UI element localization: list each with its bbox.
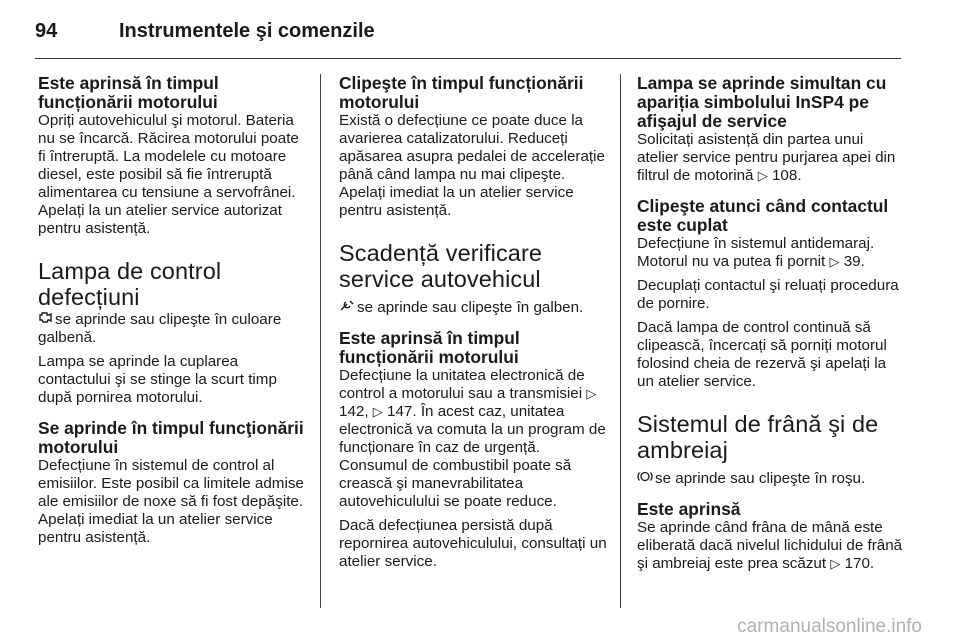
page-number: 94 xyxy=(35,20,58,42)
page-reference-arrow-icon: ▷ xyxy=(757,168,768,183)
paragraph-brake: se aprinde sau clipeşte în roşu. xyxy=(637,469,905,488)
paragraph-engine-on: Opriți autovehiculul şi motorul. Bateria nu se încarcă. Răcirea motorului poate fi întreruptă. La modelele cu motoare diesel, este posibil să fie întreruptă alimentarea cu tensiune a servofrânei. Apelați la un atelier service autorizat pentru asistență. xyxy=(38,112,299,237)
service-wrench-icon xyxy=(339,298,355,316)
chapter-title: Instrumentele şi comenzile xyxy=(119,20,375,42)
brake-warning-icon xyxy=(637,469,653,487)
paragraph-insp4: Solicitați asistență din partea unui atelier service pentru purjarea apei din filtrul de motorină ▷ 108. xyxy=(637,131,896,184)
column-1 xyxy=(38,74,306,547)
paragraph-on-running: Defecțiune la unitatea electronică de control a motorului sau a transmisiei ▷ 142, ▷ 147. În acest caz, unitatea electronică va comuta la un program de funcționare în caz de urgență. Consumul de combustibil poate să crească şi manevrabilitatea autovehiculului se poate reduce. xyxy=(339,367,606,510)
column-divider xyxy=(320,74,321,608)
page-reference-arrow-icon: ▷ xyxy=(830,556,841,571)
watermark: carmanualsonline.info xyxy=(737,616,922,637)
page-header xyxy=(35,14,901,59)
heading-fault-lamp: Lampa de control defecțiuni xyxy=(38,258,222,310)
paragraph-immobilizer: Defecțiune în sistemul antidemaraj. Motorul nu va putea fi pornit ▷ 39. xyxy=(637,235,875,270)
paragraph-service: se aprinde sau clipeşte în galben. xyxy=(339,298,607,317)
page-reference-arrow-icon: ▷ xyxy=(829,254,840,269)
paragraph-lamp-ignition: Lampa se aprinde la cuplarea contactului şi se stinge la scurt timp după pornirea motorului. xyxy=(38,353,277,406)
page-reference-arrow-icon: ▷ xyxy=(586,386,597,401)
page-link[interactable]: 170 xyxy=(844,555,870,572)
paragraph-spare-key: Dacă lampa de control continuă să clipească, încercați să porniți motorul folosind cheia de rezervă şi apelați la un atelier service. xyxy=(637,319,887,390)
page-link[interactable]: 108 xyxy=(771,167,798,184)
heading-lamp-running: Se aprinde în timpul funcţionării motorului xyxy=(38,418,304,457)
heading-brake-clutch: Sistemul de frână şi de ambreiaj xyxy=(637,411,879,463)
paragraph-lamp-intro: se aprinde sau clipeşte în culoare galbenă. xyxy=(38,311,282,346)
column-2 xyxy=(339,74,607,571)
heading-insp4: Lampa se aprinde simultan cu apariția simbolului InSP4 pe afişajul de service xyxy=(637,73,887,131)
heading-lit: Este aprinsă xyxy=(637,499,741,519)
paragraph-persist: Dacă defecțiunea persistă după repornirea autovehiculului, consultați un atelier service. xyxy=(339,517,607,570)
page-link[interactable]: 39 xyxy=(843,253,861,270)
engine-check-icon xyxy=(38,310,53,328)
column-3 xyxy=(637,74,905,573)
column-divider xyxy=(620,74,621,608)
heading-service-due: Scadență verificare service autovehicul xyxy=(339,240,543,292)
paragraph-restart: Decuplați contactul şi reluați procedura de pornire. xyxy=(637,277,899,312)
heading-on-running: Este aprinsă în timpul funcționării motorului xyxy=(339,328,520,367)
paragraph-flash-running: Există o defecțiune ce poate duce la avarierea catalizatorului. Reduceți apăsarea asupra pedalei de accelerație până când lampa nu mai clipeşte. Apelați imediat la un atelier service pentru asistență. xyxy=(339,112,605,219)
paragraph-lamp-running: Defecțiune în sistemul de control al emisiilor. Este posibil ca limitele admise ale emisiilor de noxe să fi fost depăşite. Apelați imediat la un atelier service pentru asistență. xyxy=(38,457,304,546)
heading-ignition-flash: Clipeşte atunci când contactul este cuplat xyxy=(637,196,889,235)
page-link[interactable]: 142 xyxy=(339,403,365,420)
page-reference-arrow-icon: ▷ xyxy=(372,404,383,419)
heading-flash-running: Clipeşte în timpul funcționării motorului xyxy=(339,73,584,112)
page-link[interactable]: 147 xyxy=(387,403,413,420)
heading-engine-on: Este aprinsă în timpul funcționării motorului xyxy=(38,73,219,112)
paragraph-lit: Se aprinde când frâna de mână este eliberată dacă nivelul lichidului de frână şi ambreiaj este prea scăzut ▷ 170. xyxy=(637,519,903,572)
